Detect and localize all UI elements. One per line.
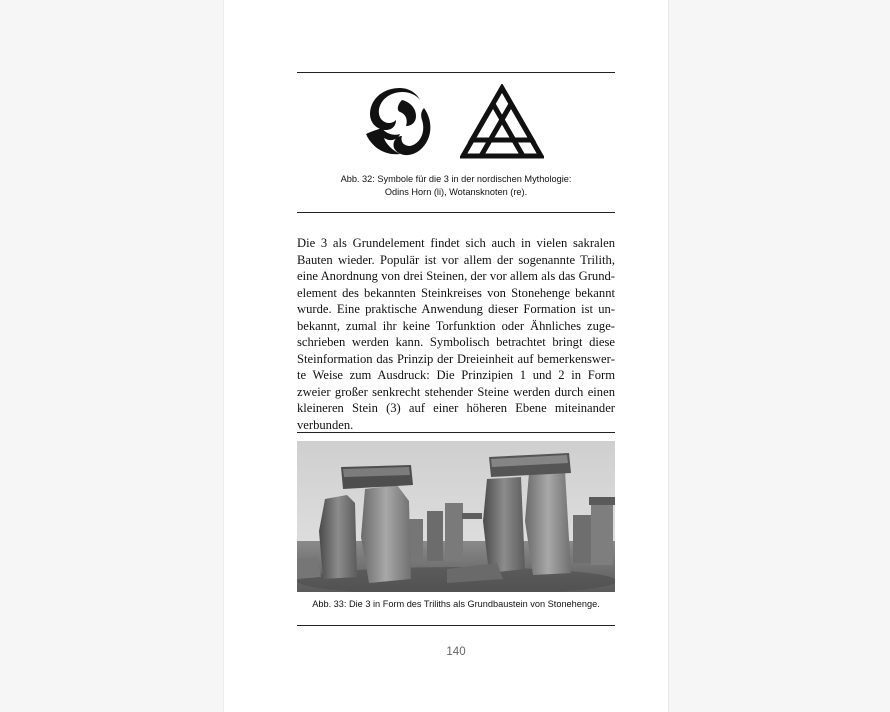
figure-32-bottom-rule	[297, 212, 615, 213]
valknut-icon	[460, 84, 544, 160]
figure-33-top-rule	[297, 432, 615, 433]
figure-33-bottom-rule	[297, 625, 615, 626]
figure-33-caption: Abb. 33: Die 3 in Form des Triliths als Grundbaustein von Stonehenge.	[312, 599, 600, 609]
figure-32-caption	[297, 173, 615, 199]
figure-32-caption-line2: Odins Horn (li), Wotansknoten (re).	[384, 187, 528, 197]
body-paragraph: Die 3 als Grundelement findet sich auch in vielen sakralen Bauten wieder. Populär ist vor allem der sogenannte Trilith, eine Anordnung von drei Steinen, der vor allem als das Grundelement des bekannten Steinkreises von Stonehenge bekannt wurde. Eine praktische Anwendung dieser Formation ist unbekannt, zumal ihr keine Torfunktion oder Ähnliches zugeschrieben werden kann. Symbolisch betrachtet bringt diese Steinformation das Prinzip der Dreieinheit auf bemerkenswerte Weise zum Ausdruck: Die Prinzipien 1 und 2 in Form zweier großer senkrecht stehender Steine werden durch einen kleineren Stein (3) auf einer höheren Ebene miteinander verbunden.	[297, 236, 615, 433]
book-page	[223, 0, 669, 712]
page-number: 140	[446, 646, 466, 658]
top-rule	[297, 72, 615, 73]
figure-32-caption-line1: Abb. 32: Symbole für die 3 in der nordischen Mythologie:	[340, 174, 572, 184]
odins-horn-icon	[362, 84, 438, 160]
stonehenge-photo	[297, 441, 615, 592]
